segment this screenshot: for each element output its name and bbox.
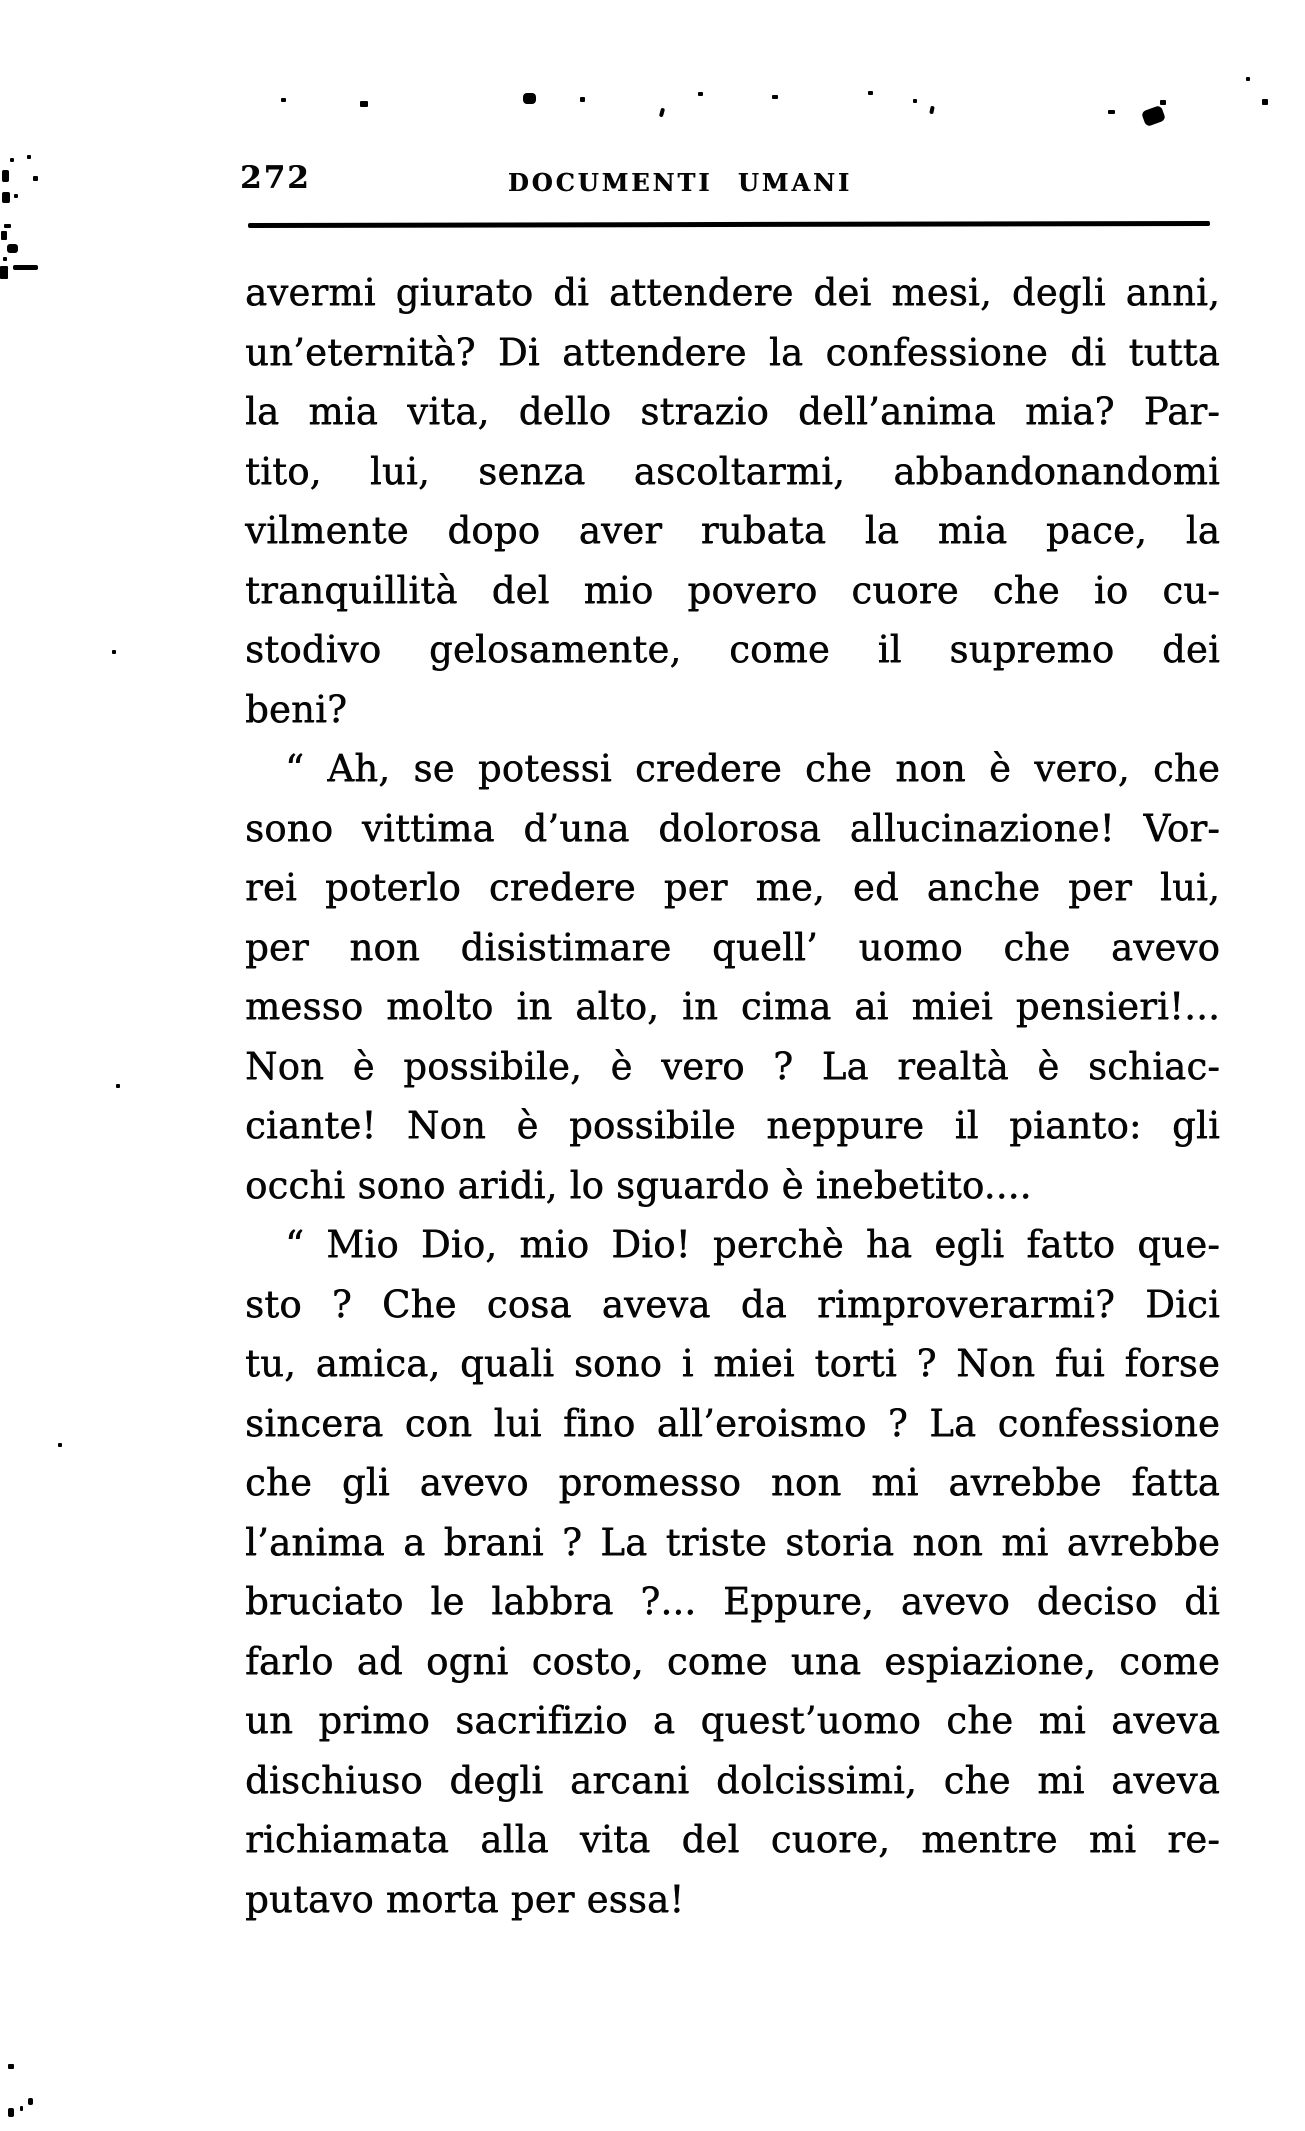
text-line: sono vittima d’una dolorosa allucinazione! Vor-: [245, 806, 1220, 850]
ink-speck: [8, 2064, 14, 2069]
text-line: ciante! Non è possibile neppure il pianto: gli: [245, 1104, 1220, 1147]
ink-speck: [27, 155, 31, 159]
ink-speck: [58, 1443, 62, 1447]
ink-speck: [1160, 100, 1166, 105]
text-line: l’anima a brani ? La triste storia non mi avrebbe: [245, 1520, 1220, 1564]
ink-speck: [580, 97, 585, 102]
header-rule: [248, 221, 1210, 228]
ink-speck: [20, 2106, 23, 2111]
text-line: tito, lui, senza ascoltarmi, abbandonandomi: [245, 449, 1220, 493]
text-line: putavo morta per essa!: [245, 1877, 685, 1921]
text-line: beni?: [245, 687, 348, 731]
text-line: “ Ah, se potessi credere che non è vero, che: [285, 747, 1220, 790]
text-line: avermi giurato di attendere dei mesi, degli anni,: [245, 271, 1220, 314]
text-line: per non disistimare quell’ uomo che avevo: [245, 925, 1220, 969]
text-line: stodivo gelosamente, come il supremo dei: [245, 628, 1220, 671]
ink-speck: [7, 244, 18, 253]
text-line: richiamata alla vita del cuore, mentre mi re-: [245, 1818, 1220, 1861]
text-line: sincera con lui fino all’eroismo ? La confessione: [245, 1401, 1220, 1445]
text-line: che gli avevo promesso non mi avrebbe fatta: [245, 1461, 1220, 1504]
ink-speck: [913, 99, 917, 103]
ink-speck: [10, 158, 14, 162]
ink-speck: [281, 98, 286, 102]
ink-speck: [0, 266, 8, 279]
text-line: Non è possibile, è vero ? La realtà è schiac-: [245, 1044, 1220, 1088]
ink-speck: [13, 265, 38, 270]
ink-speck: [360, 101, 368, 107]
text-line: occhi sono aridi, lo sguardo è inebetito....: [245, 1163, 1032, 1207]
ink-speck: [1262, 99, 1268, 105]
ink-speck: [4, 224, 11, 228]
text-line: dischiuso degli arcani dolcissimi, che mi aveva: [245, 1758, 1220, 1802]
text-line: “ Mio Dio, mio Dio! perchè ha egli fatto que-: [285, 1223, 1220, 1266]
text-line: un’eternità? Di attendere la confessione di tutta: [245, 330, 1220, 374]
text-line: bruciato le labbra ?... Eppure, avevo deciso di: [245, 1580, 1220, 1623]
ink-speck: [3, 257, 7, 261]
text-line: tu, amica, quali sono i miei torti ? Non fui forse: [245, 1342, 1220, 1385]
text-line: messo molto in alto, in cima ai miei pensieri!...: [245, 985, 1220, 1028]
text-line: sto ? Che cosa aveva da rimproverarmi? Dici: [245, 1282, 1220, 1326]
ink-speck: [1108, 110, 1115, 114]
text-line: un primo sacrifizio a quest’uomo che mi aveva: [245, 1699, 1220, 1742]
page-number: 272: [240, 160, 311, 196]
text-line: vilmente dopo aver rubata la mia pace, la: [245, 509, 1220, 552]
ink-speck: [2, 192, 10, 203]
ink-speck: [2, 170, 9, 182]
ink-speck: [523, 93, 536, 104]
text-line: farlo ad ogni costo, come una espiazione, come: [245, 1639, 1220, 1683]
ink-speck: [8, 2108, 14, 2117]
ink-speck: [698, 92, 703, 96]
page-header: [0, 0, 1305, 230]
page-text: [245, 263, 1220, 1929]
ink-speck: [116, 1084, 120, 1088]
ink-speck: [868, 91, 873, 95]
running-title: DOCUMENTI UMANI: [507, 168, 853, 197]
ink-speck: [112, 650, 116, 654]
ink-speck: [14, 194, 18, 198]
text-line: tranquillità del mio povero cuore che io cu-: [245, 568, 1220, 612]
text-line: rei poterlo credere per me, ed anche per lui,: [245, 866, 1220, 909]
ink-speck: [772, 95, 778, 99]
ink-speck: [1246, 77, 1250, 81]
ink-speck: [1, 231, 7, 240]
ink-speck: [33, 176, 38, 181]
ink-speck: [28, 2098, 33, 2105]
text-line: la mia vita, dello strazio dell’anima mia? Par-: [245, 390, 1220, 433]
